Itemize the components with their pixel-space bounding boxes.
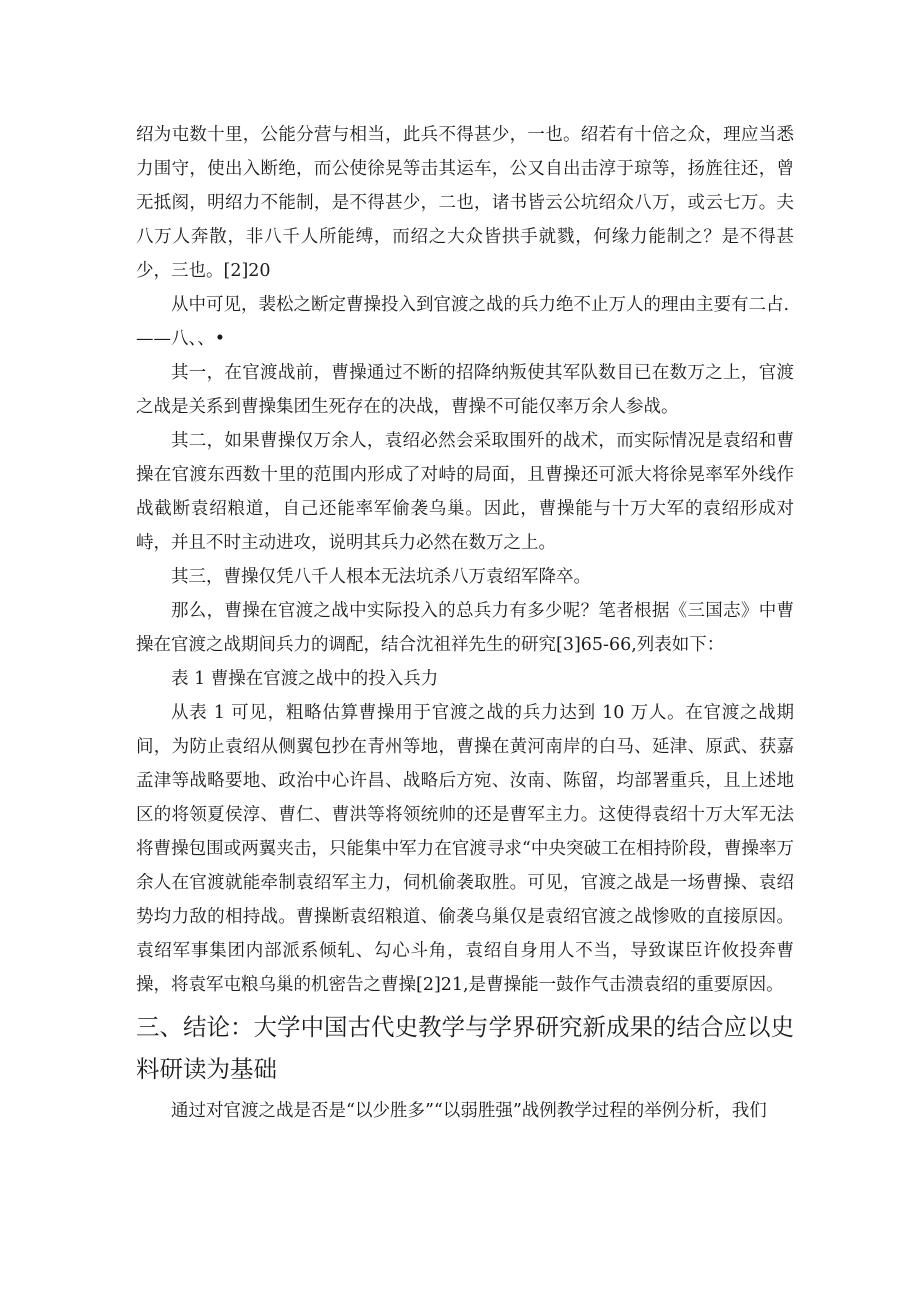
paragraph-reason-two: 其二，如果曹操仅万余人，袁绍必然会采取围歼的战术，而实际情况是袁绍和曹操在官渡东西数十里的范围内形成了对峙的局面，且曹操还可派大将徐晃率军外线作战截断袁绍粮道，自己还能率军偷袭乌巢。因此，曹操能与十万大军的袁绍形成对峙，并且不时主动进攻，说明其兵力必然在数万之上。 — [136, 431, 794, 553]
paragraph-conclusion-start: 通过对官渡之战是否是“以少胜多”“以弱胜强”战例教学过程的举例分析，我们 — [171, 1101, 767, 1121]
table-caption: 表 1 曹操在官渡之战中的投入兵力 — [171, 669, 439, 689]
section-heading: 三、结论：大学中国古代史教学与学界研究新成果的结合应以史料研读为基础 — [136, 1013, 794, 1083]
paragraph-analysis: 从表 1 可见，粗略估算曹操用于官渡之战的兵力达到 10 万人。在官渡之战期间，为防止袁绍从侧翼包抄在青州等地，曹操在黄河南岸的白马、延津、原武、获嘉孟津等战略要地、政治中心许昌、战略后方宛、汝南、陈留，均部署重兵，且上述地区的将领夏侯淳、曹仁、曹洪等将领统帅的还是曹军主力。这使得袁绍十万大军无法将曹操包围或两翼夹击，只能集中军力在官渡寻求“中央突破工在相持阶段，曹操率万余人在官渡就能牵制袁绍军主力，伺机偷袭取胜。可见，官渡之战是一场曹操、袁绍势均力敌的相持战。曹操断袁绍粮道、偷袭乌巢仅是袁绍官渡之战惨败的直接原因。袁绍军事集团内部派系倾轧、勾心斗角，袁绍自身用人不当，导致谋臣许攸投奔曹操，将袁军屯粮乌巢的机密告之曹操[2]21,是曹操能一鼓作气击溃袁绍的重要原因。 — [136, 703, 794, 995]
paragraph-ocr-fragment: ——八、、• — [136, 329, 226, 349]
paragraph-troop-question: 那么，曹操在官渡之战中实际投入的总兵力有多少呢？笔者根据《三国志》中曹操在官渡之战期间兵力的调配，结合沈祖祥先生的研究[3]65-66,列表如下： — [136, 601, 794, 655]
paragraph-pei-songzhi-quote: 绍为屯数十里，公能分营与相当，此兵不得甚少，一也。绍若有十倍之众，理应当悉力围守，使出入断绝，而公使徐晃等击其运车，公又自出击淳于琼等，扬旌往还，曾无抵阂，明绍力不能制，是不得甚少，二也，诸书皆云公坑绍众八万，或云七万。夫八万人奔散，非八千人所能缚，而绍之大众皆拱手就戮，何缘力能制之？是不得甚少，三也。[2]20 — [136, 125, 794, 281]
paragraph-reason-three: 其三，曹操仅凭八千人根本无法坑杀八万袁绍军降卒。 — [171, 567, 591, 587]
document-page — [136, 118, 794, 1128]
paragraph-reasons-intro: 从中可见，裴松之断定曹操投入到官渡之战的兵力绝不止万人的理由主要有二占. — [171, 295, 790, 315]
paragraph-reason-one: 其一，在官渡战前，曹操通过不断的招降纳叛使其军队数目已在数万之上，官渡之战是关系到曹操集团生死存在的决战，曹操不可能仅率万余人参战。 — [136, 363, 794, 417]
